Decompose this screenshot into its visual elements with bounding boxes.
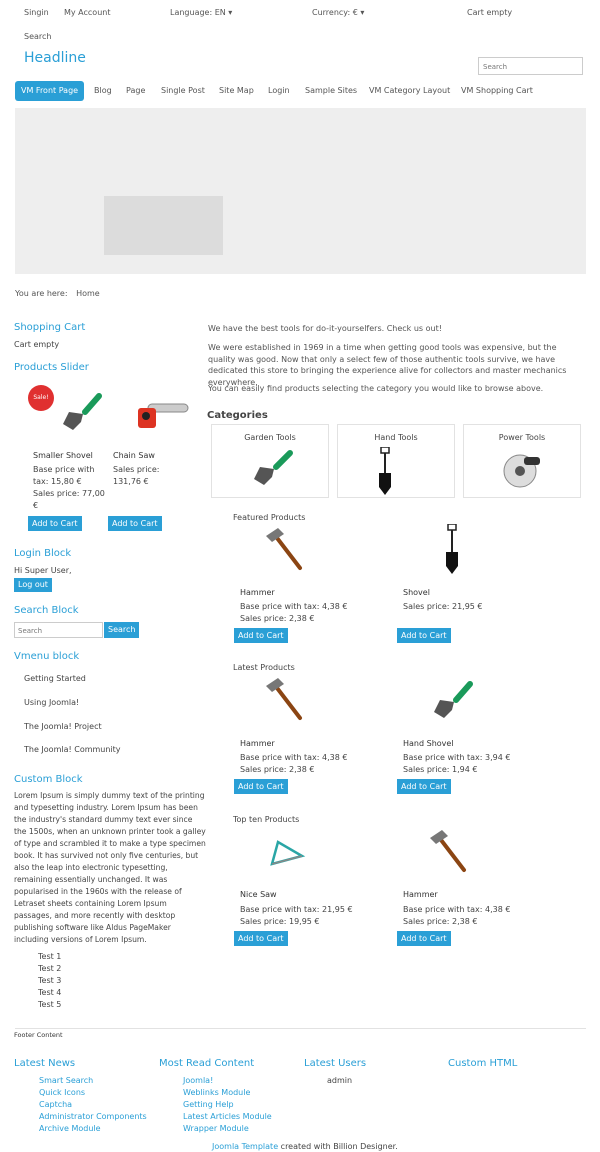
- sales-price: Sales price: 19,95 €: [240, 917, 320, 926]
- search-link[interactable]: Search: [24, 32, 52, 41]
- currency-dropdown[interactable]: Currency: € ▾: [312, 8, 365, 17]
- base-price: Base price with tax: 4,38 €: [240, 602, 348, 611]
- slider-sales-price: 131,76 €: [113, 477, 149, 486]
- latest-news-link[interactable]: Archive Module: [39, 1124, 101, 1133]
- credit-text: created with Billion Designer.: [280, 1142, 398, 1151]
- sales-price: Sales price: 1,94 €: [403, 765, 478, 774]
- nav-blog[interactable]: Blog: [94, 86, 112, 95]
- categories-title: Categories: [207, 410, 268, 421]
- latest-products-title: Latest Products: [233, 663, 295, 672]
- product-name[interactable]: Hammer: [240, 588, 275, 597]
- cart-link[interactable]: Cart empty: [467, 8, 513, 17]
- category-hand-tools[interactable]: [337, 424, 455, 498]
- about-paragraph: We were established in 1969 in a time when getting good tools was expensive, but the quality was good. Now that only a select few of those authentic tools survive, we have dedicated this store to bringing the experience alive for collectors and master mechanics everywhere.: [208, 343, 567, 387]
- sales-price: Sales price: 2,38 €: [403, 917, 478, 926]
- product-name[interactable]: Shovel: [403, 588, 430, 597]
- add-to-cart-button[interactable]: Add to Cart: [234, 779, 288, 794]
- nav-single-post[interactable]: Single Post: [161, 86, 205, 95]
- chain-saw-image[interactable]: [134, 396, 190, 436]
- vmenu-block-title: Vmenu block: [14, 651, 80, 662]
- product-name[interactable]: Hammer: [240, 739, 275, 748]
- site-headline[interactable]: Headline: [24, 50, 86, 66]
- base-price: Base price with tax: 4,38 €: [240, 753, 348, 762]
- add-to-cart-button[interactable]: Add to Cart: [234, 931, 288, 946]
- smaller-shovel-image[interactable]: [55, 392, 107, 436]
- intro-paragraph: We have the best tools for do-it-yourselfers. Check us out!: [208, 324, 442, 333]
- footer-content: Footer Content: [14, 1031, 63, 1039]
- slider-sales-price: €: [33, 501, 39, 510]
- currency-label: Currency: €: [312, 8, 358, 17]
- add-to-cart-button[interactable]: Add to Cart: [397, 779, 451, 794]
- slider-base-price: tax: 15,80 €: [33, 477, 82, 486]
- add-to-cart-button[interactable]: Add to Cart: [234, 628, 288, 643]
- custom-block-text: Lorem Ipsum is simply dummy text of the printing and typesetting industry. Lorem Ipsum has been the industry's standard dummy text ever since the 1500s, when an unknown printer took a galley of type and scrambled it to make a type specimen book. It has survived not only five centuries, but also the leap into electronic typesetting, remaining essentially unchanged. It was popularised in the 1960s with the release of Letraset sheets containing Lorem Ipsum passages, and more recently with desktop publishing software like Aldus PageMaker including versions of Lorem Ipsum.: [14, 791, 206, 944]
- add-to-cart-button[interactable]: Add to Cart: [397, 628, 451, 643]
- login-greeting: Hi Super User,: [14, 566, 72, 575]
- most-read-title: Most Read Content: [159, 1058, 255, 1069]
- sales-price: Sales price: 2,38 €: [240, 765, 315, 774]
- hand-tools-image: [372, 447, 424, 497]
- browse-paragraph: You can easily find products selecting the category you would like to browse above.: [208, 384, 544, 393]
- hammer-image[interactable]: [264, 526, 308, 572]
- category-label: Hand Tools: [374, 433, 418, 442]
- product-name[interactable]: Nice Saw: [240, 890, 277, 899]
- login-block-title: Login Block: [14, 548, 72, 559]
- power-tools-image: [498, 447, 550, 491]
- vmenu-item[interactable]: The Joomla! Community: [24, 745, 121, 754]
- product-name[interactable]: Hand Shovel: [403, 739, 454, 748]
- base-price: Base price with tax: 4,38 €: [403, 905, 511, 914]
- search-block-title: Search Block: [14, 605, 79, 616]
- latest-news-link[interactable]: Captcha: [39, 1100, 73, 1109]
- latest-news-link[interactable]: Smart Search: [39, 1076, 94, 1085]
- latest-users-title: Latest Users: [304, 1058, 367, 1069]
- breadcrumb-home[interactable]: Home: [76, 289, 100, 298]
- most-read-link[interactable]: Weblinks Module: [183, 1088, 251, 1097]
- list-item: Test 4: [38, 988, 62, 997]
- cart-status: Cart empty: [14, 340, 60, 349]
- vmenu-item[interactable]: Using Joomla!: [24, 698, 80, 707]
- custom-block-title: Custom Block: [14, 774, 83, 785]
- shovel-image[interactable]: [440, 524, 464, 576]
- hammer-image[interactable]: [428, 828, 472, 874]
- header-search-input[interactable]: Search: [478, 57, 583, 75]
- vmenu-item[interactable]: The Joomla! Project: [24, 722, 102, 731]
- breadcrumb: [15, 289, 100, 298]
- sales-price: Sales price: 21,95 €: [403, 602, 483, 611]
- hand-shovel-image[interactable]: [426, 680, 476, 722]
- sidebar-search-input[interactable]: Search: [14, 622, 103, 638]
- products-slider-title: Products Slider: [14, 362, 89, 373]
- list-item: Test 1: [38, 952, 62, 961]
- base-price: Base price with tax: 21,95 €: [240, 905, 353, 914]
- category-label: Garden Tools: [244, 433, 296, 442]
- signin-link[interactable]: Singin: [24, 8, 49, 17]
- test-list: [38, 951, 61, 1011]
- garden-tools-image: [246, 447, 298, 491]
- sidebar-search-button[interactable]: Search: [104, 622, 139, 638]
- language-label: Language: EN: [170, 8, 226, 17]
- vmenu-item[interactable]: Getting Started: [24, 674, 86, 683]
- sale-badge: Sale!: [28, 385, 54, 411]
- most-read-link[interactable]: Latest Articles Module: [183, 1112, 272, 1121]
- add-to-cart-button[interactable]: Add to Cart: [108, 516, 162, 531]
- hammer-image[interactable]: [264, 676, 308, 722]
- featured-products-title: Featured Products: [233, 513, 306, 522]
- add-to-cart-button[interactable]: Add to Cart: [28, 516, 82, 531]
- sales-price: Sales price: 2,38 €: [240, 614, 315, 623]
- latest-news-title: Latest News: [14, 1058, 76, 1069]
- nav-page[interactable]: Page: [126, 86, 146, 95]
- footer-divider: [15, 1028, 586, 1029]
- base-price: Base price with tax: 3,94 €: [403, 753, 511, 762]
- banner-placeholder: [104, 196, 223, 255]
- list-item: Test 2: [38, 964, 62, 973]
- custom-html-title: Custom HTML: [448, 1058, 518, 1069]
- language-dropdown[interactable]: Language: EN ▾: [170, 8, 233, 17]
- slider-product-name[interactable]: Chain Saw: [113, 451, 155, 460]
- category-power-tools[interactable]: [463, 424, 581, 498]
- shopping-cart-title: Shopping Cart: [14, 322, 86, 333]
- credit-link[interactable]: Joomla Template: [212, 1142, 279, 1151]
- breadcrumb-label: You are here:: [15, 289, 68, 298]
- add-to-cart-button[interactable]: Add to Cart: [397, 931, 451, 946]
- product-name[interactable]: Hammer: [403, 890, 438, 899]
- nav-vm-front-page[interactable]: VM Front Page: [15, 81, 84, 101]
- credit-line: [212, 1142, 398, 1151]
- top-ten-products-title: Top ten Products: [233, 815, 300, 824]
- latest-news-link[interactable]: Quick Icons: [39, 1088, 86, 1097]
- latest-user: admin: [327, 1076, 353, 1085]
- slider-base-price: Base price with: [33, 465, 95, 474]
- nav-login[interactable]: Login: [268, 86, 290, 95]
- category-garden-tools[interactable]: [211, 424, 329, 498]
- list-item: Test 3: [38, 976, 62, 985]
- slider-product-name[interactable]: Smaller Shovel: [33, 451, 93, 460]
- most-read-link[interactable]: Wrapper Module: [183, 1124, 249, 1133]
- nav-vm-category-layout[interactable]: VM Category Layout: [369, 86, 451, 95]
- banner: [15, 108, 586, 274]
- slider-sales-price: Sales price: 77,00: [33, 489, 105, 498]
- my-account-link[interactable]: My Account: [64, 8, 111, 17]
- logout-button[interactable]: Log out: [14, 578, 52, 592]
- slider-sales-price: Sales price:: [113, 465, 160, 474]
- list-item: Test 5: [38, 1000, 62, 1009]
- most-read-link[interactable]: Joomla!: [183, 1076, 214, 1085]
- nice-saw-image[interactable]: [268, 836, 308, 870]
- nav-site-map[interactable]: Site Map: [219, 86, 254, 95]
- category-label: Power Tools: [498, 433, 546, 442]
- most-read-link[interactable]: Getting Help: [183, 1100, 234, 1109]
- nav-sample-sites[interactable]: Sample Sites: [305, 86, 358, 95]
- nav-vm-shopping-cart[interactable]: VM Shopping Cart: [461, 86, 533, 95]
- latest-news-link[interactable]: Administrator Components: [39, 1112, 147, 1121]
